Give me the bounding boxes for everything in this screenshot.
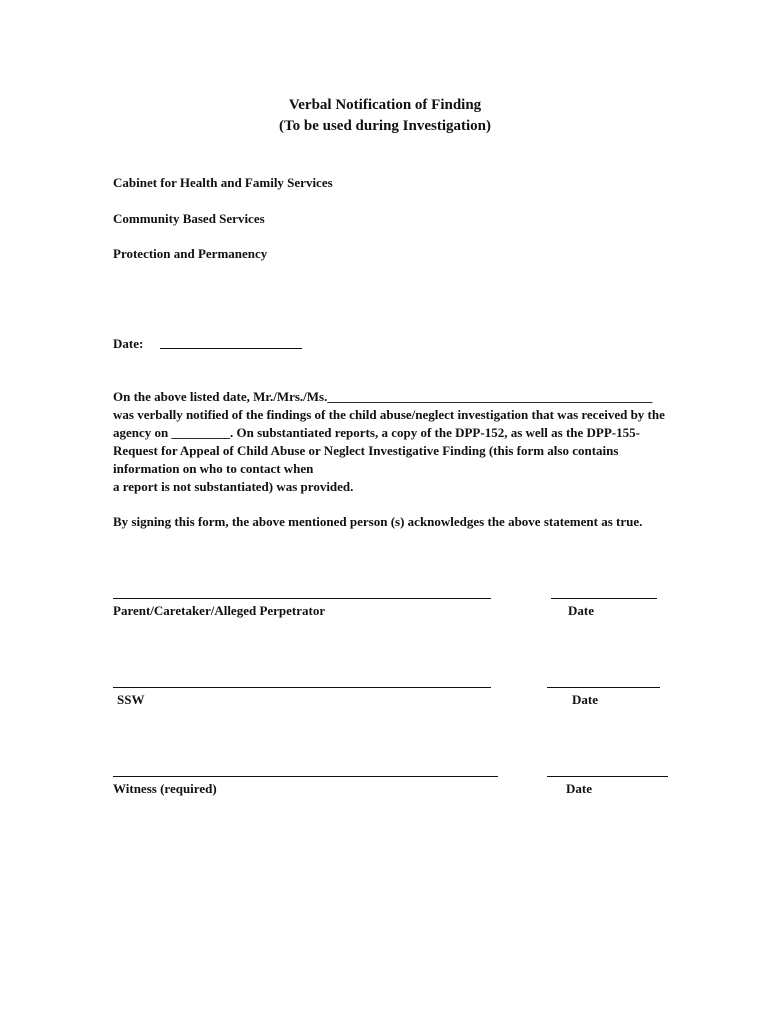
date-label: Date <box>572 692 598 707</box>
date-line[interactable] <box>547 776 668 777</box>
org-cabinet: Cabinet for Health and Family Services <box>113 175 333 190</box>
document-title: Verbal Notification of Finding <box>288 97 482 113</box>
date-blank-line[interactable] <box>160 348 302 349</box>
date-label: Date <box>566 781 592 796</box>
signature-label: Witness (required) <box>113 781 217 796</box>
paragraph-line: information on who to contact when <box>113 461 314 476</box>
date-line[interactable] <box>547 687 660 688</box>
paragraph-line: a report is not substantiated) was provided. <box>113 479 354 494</box>
signature-label: SSW <box>117 692 145 707</box>
paragraph-line: agency on _________. On substantiated reports, a copy of the DPP-152, as well as the DPP-155- <box>113 425 640 440</box>
date-label: Date <box>568 603 594 618</box>
paragraph-line: On the above listed date, Mr./Mrs./Ms.__________________________________________________ <box>113 389 653 404</box>
org-division: Protection and Permanency <box>113 246 268 261</box>
signature-line[interactable] <box>113 598 491 599</box>
date-label: Date: <box>113 336 144 351</box>
paragraph-line: was verbally notified of the findings of the child abuse/neglect investigation that was received by the <box>113 407 665 422</box>
paragraph-line: Request for Appeal of Child Abuse or Neglect Investigative Finding (this form also contains <box>113 443 619 458</box>
document-subtitle: (To be used during Investigation) <box>279 118 491 134</box>
signature-line[interactable] <box>113 776 498 777</box>
signature-line[interactable] <box>113 687 491 688</box>
acknowledgement-statement: By signing this form, the above mentioned person (s) acknowledges the above statement as true. <box>113 514 643 529</box>
date-line[interactable] <box>551 598 657 599</box>
signature-label: Parent/Caretaker/Alleged Perpetrator <box>113 603 326 618</box>
org-department: Community Based Services <box>113 211 265 226</box>
